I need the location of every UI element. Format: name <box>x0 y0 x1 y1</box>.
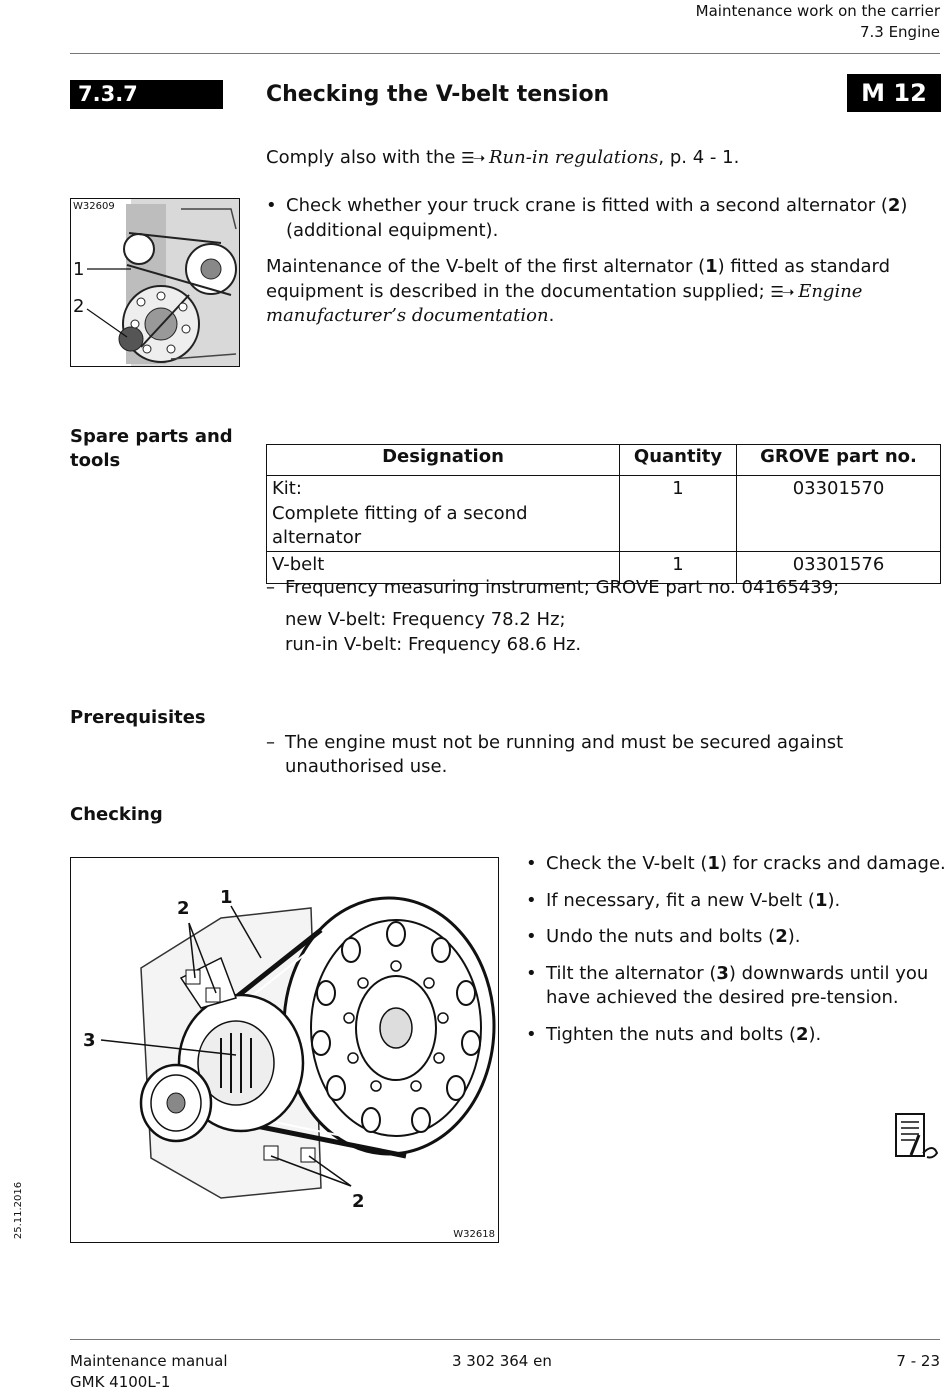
spare-parts-heading: Spare parts and tools <box>70 426 233 471</box>
callout-3: 3 <box>83 1030 96 1051</box>
reference-arrow-icon: ☰➝ <box>461 149 484 167</box>
checking-steps <box>526 852 946 1059</box>
callout-1: 1 <box>220 887 233 908</box>
quantity-cell: 1 <box>620 551 737 583</box>
engine-illustration <box>71 199 239 366</box>
callout-2-top: 2 <box>177 898 190 919</box>
figure-id: W32609 <box>73 201 115 212</box>
section-number: 7.3.7 <box>70 80 223 109</box>
section-title: Checking the V-belt tension <box>266 82 610 107</box>
callout-2-bottom: 2 <box>352 1191 365 1212</box>
callout-1: 1 <box>73 259 85 280</box>
prerequisite-item: – The engine must not be running and must be secured against unauthorised use. <box>266 731 950 780</box>
running-header <box>696 1 940 43</box>
checking-heading: Checking <box>70 804 163 825</box>
designation-cell: V-belt <box>267 551 620 583</box>
col-quantity: Quantity <box>620 445 737 476</box>
table-header-row <box>267 445 941 476</box>
designation-cell: Kit: Complete fitting of a second alternator <box>267 476 620 552</box>
prerequisites-heading: Prerequisites <box>70 707 206 728</box>
header-chapter: Maintenance work on the carrier <box>695 2 940 20</box>
callout-2: 2 <box>73 296 85 317</box>
check-alternator-list <box>266 194 946 255</box>
run-in-belt-frequency: run-in V-belt: Frequency 68.6 Hz. <box>285 634 582 655</box>
part-no-cell: 03301576 <box>737 551 941 583</box>
tool-item: – Frequency measuring instrument; GROVE part no. 04165439; <box>266 576 950 601</box>
footer-doc-number: 3 302 364 en <box>452 1352 552 1370</box>
header-section: 7.3 Engine <box>859 23 940 41</box>
alternator-illustration <box>71 858 498 1242</box>
list-item: • If necessary, fit a new V-belt (1). <box>526 889 946 914</box>
new-belt-frequency: new V-belt: Frequency 78.2 Hz; <box>285 609 566 630</box>
page-number: 7 - 23 <box>896 1352 940 1370</box>
intro-reference: Comply also with the ☰➝ Run-in regulations, p. 4 - 1. <box>266 147 740 168</box>
part-no-cell: 03301570 <box>737 476 941 552</box>
check-alternator-item: • Check whether your truck crane is fitted with a second alternator (2) (additional equipment). <box>266 194 946 243</box>
list-item: • Tilt the alternator (3) downwards until you have achieved the desired pre-tension. <box>526 962 946 1011</box>
footer-manual: Maintenance manual GMK 4100L-1 <box>70 1352 228 1391</box>
quantity-cell: 1 <box>620 476 737 552</box>
maintenance-paragraph: Maintenance of the V-belt of the first alternator (1) fitted as standard equipment is described in the documentation supplied; ☰➝ Engine manufacturer’s documentation. <box>266 256 891 326</box>
engine-doc-link[interactable]: Engine <box>798 280 863 302</box>
notes-icon <box>893 1113 941 1161</box>
header-rule <box>70 53 940 54</box>
col-part-no: GROVE part no. <box>737 445 941 476</box>
list-item: • Check the V-belt (1) for cracks and damage. <box>526 852 946 877</box>
reference-arrow-icon: ☰➝ <box>770 282 793 301</box>
run-in-regulations-link[interactable]: Run-in regulations <box>489 147 659 168</box>
footer-rule <box>70 1339 940 1340</box>
alternator-belt-figure <box>70 857 499 1243</box>
figure-id: W32618 <box>453 1229 495 1240</box>
list-item: • Undo the nuts and bolts (2). <box>526 925 946 950</box>
spare-parts-table <box>266 444 941 584</box>
col-designation: Designation <box>267 445 620 476</box>
list-item: • Tighten the nuts and bolts (2). <box>526 1023 946 1048</box>
table-row <box>267 476 941 552</box>
maintenance-interval-badge: M 12 <box>847 74 941 112</box>
engine-alternator-figure <box>70 198 240 367</box>
engine-doc-link-cont[interactable]: manufacturer’s documentation <box>266 305 549 326</box>
print-date: 25.11.2016 <box>13 1181 25 1240</box>
